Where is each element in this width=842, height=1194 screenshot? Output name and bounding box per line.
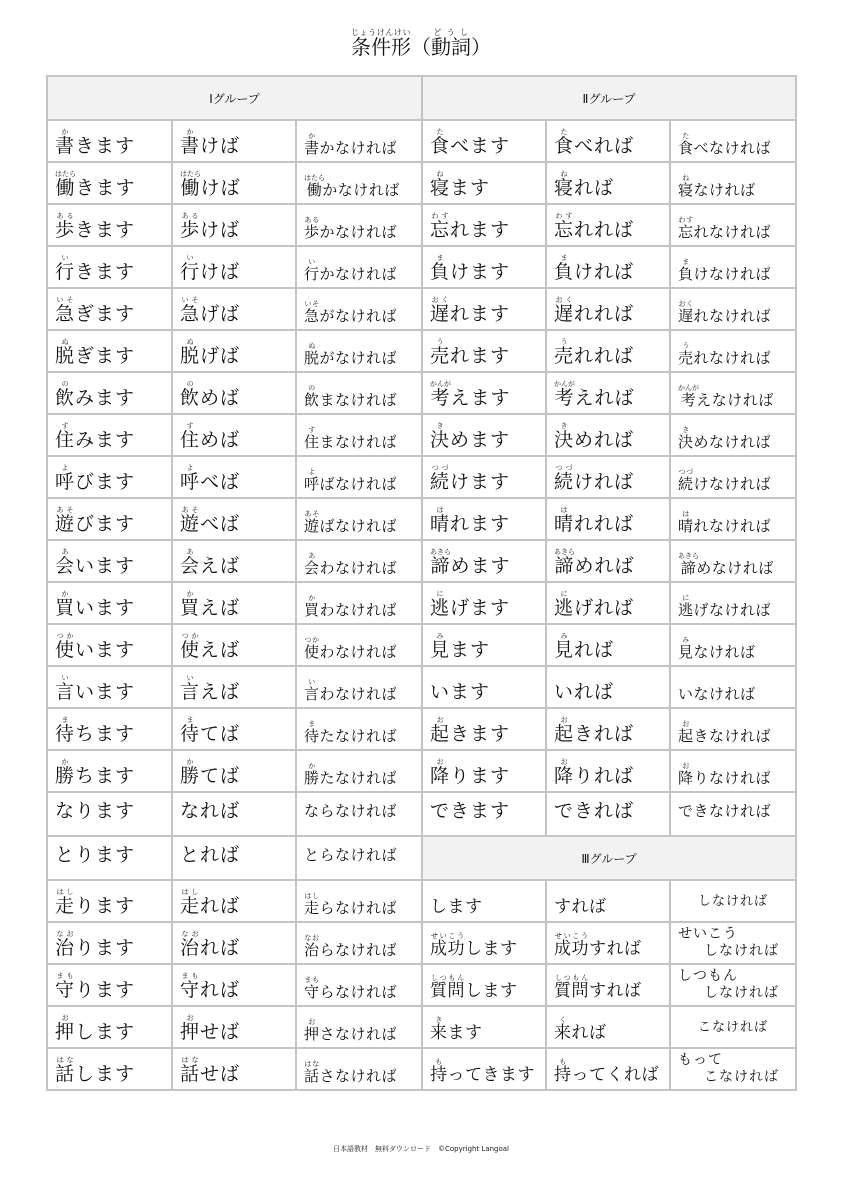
verb-cell: 忘わすれれば: [546, 204, 670, 246]
verb-cell: とれば: [172, 836, 296, 880]
negative-cell-two-line: せいこう しなければ: [670, 922, 796, 964]
verb-cell: 質問しつもんすれば: [546, 964, 670, 1006]
table-row: [47, 162, 796, 204]
verb-cell: 起おきれば: [546, 708, 670, 750]
table-row: [47, 456, 796, 498]
negative-cell: こなければ: [670, 1006, 796, 1048]
group3-header: Ⅲグループ: [422, 836, 796, 880]
verb-cell: 見みます: [422, 624, 546, 666]
verb-cell: 考かんがえれば: [546, 372, 670, 414]
verb-cell: 買かいます: [47, 582, 172, 624]
table-row: [47, 414, 796, 456]
verb-cell: 持もってくれば: [546, 1048, 670, 1090]
verb-cell: 歩あるかなければ: [296, 204, 422, 246]
footer-copyright: 日本語教材 無料ダウンロード ©Copyright Langoal: [332, 1145, 509, 1153]
verb-cell: いなければ: [670, 666, 796, 708]
verb-cell: 売うれれば: [546, 330, 670, 372]
verb-cell: 行いきます: [47, 246, 172, 288]
verb-cell: 走はしります: [47, 880, 172, 922]
verb-cell: 住すみます: [47, 414, 172, 456]
verb-cell: 飲のめば: [172, 372, 296, 414]
verb-cell: 走はしれば: [172, 880, 296, 922]
verb-cell: 決きめれば: [546, 414, 670, 456]
verb-cell: 住すまなければ: [296, 414, 422, 456]
title-paren-open: （: [411, 35, 431, 59]
verb-cell: 売うれなければ: [670, 330, 796, 372]
verb-cell: 成功せいこうすれば: [546, 922, 670, 964]
table-row: [47, 372, 796, 414]
verb-cell: 食たべます: [422, 120, 546, 162]
verb-cell: なります: [47, 792, 172, 836]
verb-cell: 買かわなければ: [296, 582, 422, 624]
verb-cell: 押おします: [47, 1006, 172, 1048]
verb-cell: 起おきなければ: [670, 708, 796, 750]
table-row: [47, 540, 796, 582]
verb-cell: 飲のみます: [47, 372, 172, 414]
verb-cell: 書かかなければ: [296, 120, 422, 162]
negative-cell-two-line: しつもん しなければ: [670, 964, 796, 1006]
verb-cell: 守まもらなければ: [296, 964, 422, 1006]
verb-cell: 負まけます: [422, 246, 546, 288]
verb-cell: 諦あきらめなければ: [670, 540, 796, 582]
verb-cell: 買かえば: [172, 582, 296, 624]
verb-cell: 言いわなければ: [296, 666, 422, 708]
verb-cell: 書かきます: [47, 120, 172, 162]
negative-cell: しなければ: [670, 880, 796, 922]
verb-cell: 続つづけます: [422, 456, 546, 498]
verb-cell: 使つかわなければ: [296, 624, 422, 666]
verb-cell: 走はしらなければ: [296, 880, 422, 922]
verb-cell: 守まもれば: [172, 964, 296, 1006]
page-title: [0, 28, 842, 60]
verb-cell: 会あえば: [172, 540, 296, 582]
verb-cell: すれば: [546, 880, 670, 922]
verb-cell: 飲のまなければ: [296, 372, 422, 414]
group1-header: Ⅰグループ: [47, 76, 422, 120]
verb-cell: 遊あそびます: [47, 498, 172, 540]
table-row: [47, 922, 796, 964]
table-row: [47, 204, 796, 246]
table-row: [47, 792, 796, 836]
table-row: [47, 750, 796, 792]
verb-cell: 急いそがなければ: [296, 288, 422, 330]
verb-cell: 諦あきらめます: [422, 540, 546, 582]
verb-cell: 会あわなければ: [296, 540, 422, 582]
verb-cell: 脱ぬげば: [172, 330, 296, 372]
verb-cell: 治なおらなければ: [296, 922, 422, 964]
table-row: [47, 1006, 796, 1048]
verb-cell: なれば: [172, 792, 296, 836]
verb-cell: 逃にげれば: [546, 582, 670, 624]
verb-cell: 諦あきらめれば: [546, 540, 670, 582]
verb-cell: 遅おくれます: [422, 288, 546, 330]
verb-cell: 売うれます: [422, 330, 546, 372]
verb-cell: できれば: [546, 792, 670, 836]
table-row: [47, 498, 796, 540]
verb-cell: 勝かちます: [47, 750, 172, 792]
verb-cell: 食たべなければ: [670, 120, 796, 162]
verb-cell: 勝かてば: [172, 750, 296, 792]
verb-cell: できます: [422, 792, 546, 836]
verb-cell: 働はたらかなければ: [296, 162, 422, 204]
negative-cell-two-line: もって こなければ: [670, 1048, 796, 1090]
table-row: [47, 582, 796, 624]
verb-cell: 行いかなければ: [296, 246, 422, 288]
verb-cell: 勝かたなければ: [296, 750, 422, 792]
verb-cell: 晴はれれば: [546, 498, 670, 540]
verb-cell: 住すめば: [172, 414, 296, 456]
verb-cell: ならなければ: [296, 792, 422, 836]
table-row: [47, 330, 796, 372]
verb-cell: 食たべれば: [546, 120, 670, 162]
conjugation-table: [46, 75, 797, 1091]
verb-cell: 話はなします: [47, 1048, 172, 1090]
verb-cell: 晴はれます: [422, 498, 546, 540]
verb-cell: 守まもります: [47, 964, 172, 1006]
verb-cell: 遅おくれなければ: [670, 288, 796, 330]
verb-cell: 呼よばなければ: [296, 456, 422, 498]
verb-cell: 働はたらけば: [172, 162, 296, 204]
verb-cell: 話はなさなければ: [296, 1048, 422, 1090]
verb-cell: 降おります: [422, 750, 546, 792]
verb-cell: 会あいます: [47, 540, 172, 582]
verb-cell: 歩あるきます: [47, 204, 172, 246]
verb-cell: 押おせば: [172, 1006, 296, 1048]
verb-cell: 使つかいます: [47, 624, 172, 666]
verb-cell: 負まければ: [546, 246, 670, 288]
verb-cell: 言いえば: [172, 666, 296, 708]
verb-cell: 負まけなければ: [670, 246, 796, 288]
verb-cell: 行いけば: [172, 246, 296, 288]
verb-cell: 脱ぬぎます: [47, 330, 172, 372]
verb-cell: 言いいます: [47, 666, 172, 708]
verb-cell: 来きます: [422, 1006, 546, 1048]
verb-cell: 待またなければ: [296, 708, 422, 750]
verb-cell: とります: [47, 836, 172, 880]
table-row: [47, 288, 796, 330]
verb-cell: します: [422, 880, 546, 922]
title-ruby-jouken: 条件形じょうけんけい: [351, 28, 411, 59]
verb-cell: 働はたらきます: [47, 162, 172, 204]
group2-header: Ⅱグループ: [422, 76, 796, 120]
verb-cell: 治なおります: [47, 922, 172, 964]
verb-cell: 来くれば: [546, 1006, 670, 1048]
table-row: [47, 624, 796, 666]
table-row: [47, 964, 796, 1006]
verb-cell: 質問しつもんします: [422, 964, 546, 1006]
verb-cell: 持もってきます: [422, 1048, 546, 1090]
verb-cell: 見みれば: [546, 624, 670, 666]
table-row: [47, 880, 796, 922]
verb-cell: 見みなければ: [670, 624, 796, 666]
verb-cell: 遅おくれれば: [546, 288, 670, 330]
verb-cell: 急いそげば: [172, 288, 296, 330]
verb-cell: 待まてば: [172, 708, 296, 750]
verb-cell: 使つかえば: [172, 624, 296, 666]
verb-cell: 呼よべば: [172, 456, 296, 498]
verb-cell: 逃にげます: [422, 582, 546, 624]
verb-cell: 忘わすれます: [422, 204, 546, 246]
verb-cell: できなければ: [670, 792, 796, 836]
verb-cell: 歩あるけば: [172, 204, 296, 246]
verb-cell: 降おりなければ: [670, 750, 796, 792]
verb-cell: 起おきます: [422, 708, 546, 750]
verb-cell: 急いそぎます: [47, 288, 172, 330]
verb-cell: 呼よびます: [47, 456, 172, 498]
verb-cell: 押おさなければ: [296, 1006, 422, 1048]
verb-cell: います: [422, 666, 546, 708]
verb-cell: 続つづければ: [546, 456, 670, 498]
verb-cell: 話はなせば: [172, 1048, 296, 1090]
title-paren-close: ）: [471, 35, 491, 59]
verb-cell: 決きめます: [422, 414, 546, 456]
table-row: [47, 246, 796, 288]
table-row: [47, 120, 796, 162]
verb-cell: 忘わすれなければ: [670, 204, 796, 246]
verb-cell: 成功せいこうします: [422, 922, 546, 964]
verb-cell: とらなければ: [296, 836, 422, 880]
verb-cell: 寝ねます: [422, 162, 546, 204]
verb-cell: 遊あそべば: [172, 498, 296, 540]
verb-cell: 遊あそばなければ: [296, 498, 422, 540]
verb-cell: 降おりれば: [546, 750, 670, 792]
verb-cell: いれば: [546, 666, 670, 708]
verb-cell: 脱ぬがなければ: [296, 330, 422, 372]
verb-cell: 逃にげなければ: [670, 582, 796, 624]
verb-cell: 考かんがえなければ: [670, 372, 796, 414]
verb-cell: 寝ねれば: [546, 162, 670, 204]
verb-cell: 続つづけなければ: [670, 456, 796, 498]
verb-cell: 考かんがえます: [422, 372, 546, 414]
verb-cell: 書かけば: [172, 120, 296, 162]
table-row: [47, 836, 796, 880]
verb-cell: 決きめなければ: [670, 414, 796, 456]
table-row: [47, 708, 796, 750]
title-ruby-doushi: 動詞どうし: [431, 28, 471, 59]
verb-cell: 待まちます: [47, 708, 172, 750]
table-row: [47, 1048, 796, 1090]
verb-cell: 寝ねなければ: [670, 162, 796, 204]
table-row: [47, 666, 796, 708]
verb-cell: 治なおれば: [172, 922, 296, 964]
verb-cell: 晴はれなければ: [670, 498, 796, 540]
